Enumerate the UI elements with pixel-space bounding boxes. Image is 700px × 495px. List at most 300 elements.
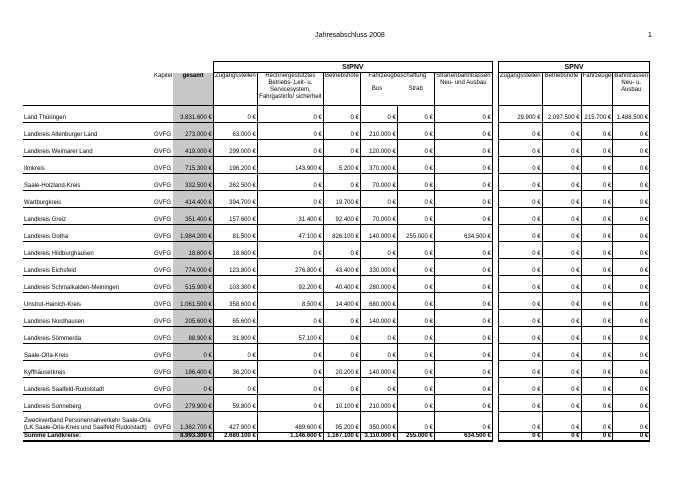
bus-cell: 70.000 € [360,174,397,191]
kapitel-cell: GVFG [153,276,173,293]
table-row [23,157,650,174]
table-row [23,276,650,293]
betriebshoefe-cell: 0 € [323,174,360,191]
s-fahrzeuge-cell: 0 € [581,123,613,140]
district-name: Landkreis Gotha [23,225,153,242]
s-betriebshoefe-cell: 0 € [542,191,581,208]
table-row [23,242,650,259]
s-betriebshoefe-cell: 0 € [542,361,581,378]
betriebshoefe-cell: 826.100 € [323,225,360,242]
strab-cell: 0 € [397,208,434,225]
s-fahrzeuge-cell: 0 € [581,242,613,259]
strassenbahn-cell: 0 € [434,310,492,327]
strab-cell: 0 € [397,259,434,276]
rechner-cell: 0 € [257,361,323,378]
district-name: Landkreis Nordhausen [23,310,153,327]
page-number: 1 [648,32,652,39]
s-fahrzeuge-cell: 0 € [581,327,613,344]
kapitel-cell: GVFG [153,395,173,412]
s-bahntrassen-cell: 0 € [613,327,650,344]
s-betriebshoefe-cell: 0 € [542,276,581,293]
s-betriebshoefe-cell: 0 € [542,327,581,344]
zugang-cell: 63.000 € [213,123,257,140]
s-bahntrassen-cell: 0 € [613,242,650,259]
strassenbahn-cell: 0 € [434,344,492,361]
kapitel-cell: GVFG [153,378,173,395]
kapitel-cell: GVFG [153,191,173,208]
strassenbahn-cell: 0 € [434,191,492,208]
table-row [23,361,650,378]
strassenbahn-cell: 0 € [434,361,492,378]
s-betriebshoefe-cell: 0 € [542,123,581,140]
district-name: Land Thüringen [23,106,153,123]
gesamt-cell: 0 € [173,378,213,395]
strab-cell: 0 € [397,191,434,208]
zugang-cell: 123.800 € [213,259,257,276]
s-zugang-cell: 0 € [498,361,542,378]
s-betriebshoefe-cell: 0 € [542,293,581,310]
s-betriebshoefe-cell: 0 € [542,208,581,225]
s-zugang-cell: 0 € [498,208,542,225]
strab-cell: 0 € [397,412,434,433]
table-row [23,174,650,191]
s-zugang-cell: 0 € [498,293,542,310]
gesamt-cell: 332.500 € [173,174,213,191]
strassenbahn-cell: 0 € [434,412,492,433]
table-row [23,191,650,208]
s-bahntrassen-cell: 0 € [613,208,650,225]
table-row [23,378,650,395]
strab-cell: 0 € [397,395,434,412]
table-row [23,344,650,361]
s-bahntrassen-cell: 0 € [613,123,650,140]
s-betriebshoefe-cell: 0 € [542,225,581,242]
sum-label: Summe Landkreise: [23,433,153,442]
s-zugang-cell: 0 € [498,395,542,412]
s-betriebshoefe-cell: 0 € [542,157,581,174]
bus-cell: 680.000 € [360,293,397,310]
kapitel-cell: GVFG [153,259,173,276]
strab-cell: 0 € [397,276,434,293]
zugang-cell: 262.500 € [213,174,257,191]
gesamt-cell: 419.000 € [173,140,213,157]
district-name: Landkreis Altenburger Land [23,123,153,140]
strassenbahn-cell: 0 € [434,276,492,293]
s-zugang-cell: 0 € [498,140,542,157]
district-name: Ilmkreis [23,157,153,174]
bus-cell: 0 € [360,242,397,259]
col-zugangsstellen: Zugangsstellen [213,73,257,106]
betriebshoefe-cell: 19.700 € [323,191,360,208]
s-fahrzeuge-cell: 0 € [581,225,613,242]
rechner-cell: 47.100 € [257,225,323,242]
strassenbahn-cell: 0 € [434,157,492,174]
bus-cell: 140.000 € [360,361,397,378]
bus-cell: 0 € [360,378,397,395]
bus-cell: 0 € [360,344,397,361]
table-row [23,140,650,157]
s-zugang-cell: 0 € [498,191,542,208]
table-row [23,208,650,225]
bus-cell: 210.000 € [360,395,397,412]
kapitel-cell [153,106,173,123]
betriebshoefe-cell: 95.200 € [323,412,360,433]
s-bahntrassen-cell: 0 € [613,174,650,191]
s-bahntrassen-cell: 0 € [613,310,650,327]
gesamt-cell: 1.984.200 € [173,225,213,242]
kapitel-cell: GVFG [153,310,173,327]
betriebshoefe-cell: 0 € [323,140,360,157]
gesamt-cell: 1.061.500 € [173,293,213,310]
kapitel-cell: GVFG [153,208,173,225]
sum-gesamt-cell: 8.993.300 € [173,433,213,442]
strab-cell: 0 € [397,378,434,395]
sum-row [23,433,650,442]
rechner-cell: 0 € [257,242,323,259]
kapitel-cell: GVFG [153,174,173,191]
group-header-row [23,62,650,73]
s-zugang-cell: 0 € [498,157,542,174]
s-fahrzeuge-cell: 0 € [581,395,613,412]
strab-cell: 0 € [397,106,434,123]
s-fahrzeuge-cell: 0 € [581,344,613,361]
s-fahrzeuge-cell: 0 € [581,191,613,208]
district-name: Saale-Orla-Kreis [23,344,153,361]
col-betriebshoefe: Betriebshöfe [323,73,360,106]
rechner-cell: 276.800 € [257,259,323,276]
strassenbahn-cell: 0 € [434,123,492,140]
gesamt-cell: 196.400 € [173,361,213,378]
rechner-cell: 143.900 € [257,157,323,174]
zugang-cell: 0 € [213,378,257,395]
sum-bus-cell: 3.110.000 € [360,433,397,442]
strassenbahn-cell: 634.500 € [434,225,492,242]
rechner-cell: 57.100 € [257,327,323,344]
col-fahrzeugbeschaffung-label: Fahrzeugbeschaffung [368,73,427,79]
gesamt-cell: 715.300 € [173,157,213,174]
betriebshoefe-cell: 43.400 € [323,259,360,276]
betriebshoefe-cell: 14.400 € [323,293,360,310]
betriebshoefe-cell: 0 € [323,378,360,395]
s-fahrzeuge-cell: 0 € [581,293,613,310]
district-name: Landkreis Hildburghausen [23,242,153,259]
strassenbahn-cell: 0 € [434,378,492,395]
s-fahrzeuge-cell: 0 € [581,157,613,174]
s-betriebshoefe-cell: 0 € [542,395,581,412]
rechner-cell: 31.400 € [257,208,323,225]
s-bahntrassen-cell: 0 € [613,378,650,395]
sum-s-bahntrassen-cell: 0 € [613,433,650,442]
gesamt-cell: 1.362.700 € [173,412,213,433]
bus-cell: 140.000 € [360,225,397,242]
s-bahntrassen-cell: 0 € [613,412,650,433]
zugang-cell: 0 € [213,344,257,361]
strab-cell: 0 € [397,157,434,174]
bus-cell: 70.000 € [360,208,397,225]
s-betriebshoefe-cell: 0 € [542,174,581,191]
bus-cell: 140.000 € [360,310,397,327]
betriebshoefe-cell: 92.400 € [323,208,360,225]
table-row [23,106,650,123]
rechner-cell: 0 € [257,378,323,395]
col-fahrzeugbeschaffung [360,73,434,106]
col-s-bahntrassen: Bahntrassen Neu- u. Ausbau [613,73,650,106]
group-spnv: SPNV [498,62,649,73]
district-name: Saale-Holzland-Kreis [23,174,153,191]
s-zugang-cell: 0 € [498,412,542,433]
s-fahrzeuge-cell: 0 € [581,174,613,191]
s-bahntrassen-cell: 0 € [613,191,650,208]
s-betriebshoefe-cell: 2.097.500 € [542,106,581,123]
betriebshoefe-cell: 0 € [323,106,360,123]
gesamt-cell: 205.600 € [173,310,213,327]
s-zugang-cell: 29.900 € [498,106,542,123]
gesamt-cell: 3.831.600 € [173,106,213,123]
s-zugang-cell: 0 € [498,310,542,327]
col-strab: Strab [408,86,423,92]
table-row [23,123,650,140]
betriebshoefe-cell: 0 € [323,327,360,344]
s-fahrzeuge-cell: 215.700 € [581,106,613,123]
betriebshoefe-cell: 0 € [323,310,360,327]
district-name: Kyffhäuserkreis [23,361,153,378]
s-fahrzeuge-cell: 0 € [581,412,613,433]
table-row [23,412,650,433]
zugang-cell: 18.600 € [213,242,257,259]
sum-strab-cell: 255.000 € [397,433,434,442]
s-zugang-cell: 0 € [498,344,542,361]
s-zugang-cell: 0 € [498,276,542,293]
district-name: Landkreis Sömmerda [23,327,153,344]
table-row [23,293,650,310]
district-name: Landkreis Weimarer Land [23,140,153,157]
table-row [23,225,650,242]
gesamt-cell: 279.900 € [173,395,213,412]
strassenbahn-cell: 0 € [434,174,492,191]
district-name: Landkreis Sonneberg [23,395,153,412]
sum-s-fahrzeuge-cell: 0 € [581,433,613,442]
bus-cell: 370.000 € [360,157,397,174]
s-betriebshoefe-cell: 0 € [542,344,581,361]
rechner-cell: 0 € [257,395,323,412]
col-rechnergestuetzt: Rechnergestütztes Betriebs-,Leit- u. Servicesystem, Fahrgastinfo/ sicherheit [257,73,323,106]
strassenbahn-cell: 0 € [434,293,492,310]
rechner-cell: 489.600 € [257,412,323,433]
s-fahrzeuge-cell: 0 € [581,140,613,157]
s-fahrzeuge-cell: 0 € [581,310,613,327]
s-fahrzeuge-cell: 0 € [581,276,613,293]
col-bus: Bus [371,86,383,92]
gesamt-cell: 88.900 € [173,327,213,344]
district-name: Unstrut-Hainich-Kreis [23,293,153,310]
betriebshoefe-cell: 0 € [323,344,360,361]
zugang-cell: 358.600 € [213,293,257,310]
strab-cell: 0 € [397,123,434,140]
strab-cell: 0 € [397,344,434,361]
strab-cell: 255.000 € [397,225,434,242]
rechner-cell: 0 € [257,344,323,361]
gesamt-cell: 414.400 € [173,191,213,208]
rechner-cell: 8.500 € [257,293,323,310]
sum-strassenbahn-cell: 634.500 € [434,433,492,442]
bus-cell: 0 € [360,191,397,208]
district-name: Landkreis Greiz [23,208,153,225]
zugang-cell: 157.600 € [213,208,257,225]
bus-cell: 0 € [360,106,397,123]
col-s-betriebshoefe: Betriebshöfe [542,73,581,106]
s-fahrzeuge-cell: 0 € [581,208,613,225]
s-bahntrassen-cell: 0 € [613,157,650,174]
rechner-cell: 0 € [257,123,323,140]
zugang-cell: 31.800 € [213,327,257,344]
strassenbahn-cell: 0 € [434,327,492,344]
s-zugang-cell: 0 € [498,174,542,191]
zugang-cell: 427.900 € [213,412,257,433]
col-kapitel: Kapitel [153,73,173,106]
district-name: Wartburgkreis [23,191,153,208]
col-gesamt: gesamt [173,73,213,106]
gesamt-cell: 515.900 € [173,276,213,293]
s-bahntrassen-cell: 0 € [613,225,650,242]
kapitel-cell: GVFG [153,327,173,344]
kapitel-cell: GVFG [153,412,173,433]
s-bahntrassen-cell: 0 € [613,259,650,276]
gesamt-cell: 351.400 € [173,208,213,225]
bus-cell: 120.000 € [360,140,397,157]
s-betriebshoefe-cell: 0 € [542,242,581,259]
s-zugang-cell: 0 € [498,123,542,140]
sum-s-zugang-cell: 0 € [498,433,542,442]
col-s-fahrzeuge: Fahrzeuge [581,73,613,106]
sum-betriebshoefe-cell: 1.167.100 € [323,433,360,442]
s-zugang-cell: 0 € [498,259,542,276]
strab-cell: 0 € [397,310,434,327]
district-name: Landkreis Saalfeld-Rudolstadt [23,378,153,395]
group-stpnv: StPNV [213,62,492,73]
s-betriebshoefe-cell: 0 € [542,412,581,433]
table-row [23,310,650,327]
s-fahrzeuge-cell: 0 € [581,361,613,378]
sum-rechner-cell: 1.146.600 € [257,433,323,442]
strassenbahn-cell: 0 € [434,259,492,276]
strassenbahn-cell: 0 € [434,395,492,412]
rechner-cell: 0 € [257,140,323,157]
rechner-cell: 0 € [257,106,323,123]
s-bahntrassen-cell: 0 € [613,276,650,293]
zugang-cell: 81.500 € [213,225,257,242]
betriebshoefe-cell: 10.100 € [323,395,360,412]
s-betriebshoefe-cell: 0 € [542,378,581,395]
strab-cell: 0 € [397,242,434,259]
kapitel-cell: GVFG [153,157,173,174]
s-zugang-cell: 0 € [498,327,542,344]
strab-cell: 0 € [397,327,434,344]
rechner-cell: 92.200 € [257,276,323,293]
s-betriebshoefe-cell: 0 € [542,310,581,327]
zugang-cell: 196.200 € [213,157,257,174]
s-bahntrassen-cell: 0 € [613,361,650,378]
kapitel-cell: GVFG [153,293,173,310]
budget-table [23,61,650,442]
s-bahntrassen-cell: 0 € [613,395,650,412]
zugang-cell: 59.800 € [213,395,257,412]
kapitel-cell: GVFG [153,344,173,361]
s-betriebshoefe-cell: 0 € [542,259,581,276]
s-bahntrassen-cell: 0 € [613,293,650,310]
bus-cell: 330.000 € [360,259,397,276]
strassenbahn-cell: 0 € [434,106,492,123]
betriebshoefe-cell: 0 € [323,123,360,140]
rechner-cell: 0 € [257,191,323,208]
sum-zugang-cell: 2.680.100 € [213,433,257,442]
sum-s-betriebshoefe-cell: 0 € [542,433,581,442]
s-zugang-cell: 0 € [498,378,542,395]
betriebshoefe-cell: 5.200 € [323,157,360,174]
s-fahrzeuge-cell: 0 € [581,259,613,276]
bus-cell: 280.000 € [360,276,397,293]
document-title: Jahresabschluss 2008 [315,32,385,39]
s-bahntrassen-cell: 0 € [613,344,650,361]
col-s-zugangsstellen: Zugangsstellen [498,73,542,106]
zugang-cell: 36.200 € [213,361,257,378]
table-row [23,395,650,412]
strassenbahn-cell: 0 € [434,242,492,259]
table-row [23,327,650,344]
s-bahntrassen-cell: 0 € [613,140,650,157]
column-header-row [23,73,650,106]
strassenbahn-cell: 0 € [434,140,492,157]
bus-cell: 0 € [360,327,397,344]
gesamt-cell: 273.000 € [173,123,213,140]
rechner-cell: 0 € [257,174,323,191]
strab-cell: 0 € [397,174,434,191]
s-fahrzeuge-cell: 0 € [581,378,613,395]
strab-cell: 0 € [397,293,434,310]
bus-cell: 350.000 € [360,412,397,433]
zugang-cell: 394.700 € [213,191,257,208]
district-name: Landkreis Eichsfeld [23,259,153,276]
col-strassenbahntrassen: Straßenbahntrassen Neu- und Ausbau [434,73,492,106]
gesamt-cell: 18.600 € [173,242,213,259]
kapitel-cell: GVFG [153,140,173,157]
zugang-cell: 65.600 € [213,310,257,327]
strab-cell: 0 € [397,361,434,378]
kapitel-cell: GVFG [153,361,173,378]
betriebshoefe-cell: 20.200 € [323,361,360,378]
kapitel-cell: GVFG [153,123,173,140]
zugang-cell: 103.300 € [213,276,257,293]
betriebshoefe-cell: 0 € [323,242,360,259]
s-bahntrassen-cell: 1.488.500 € [613,106,650,123]
gesamt-cell: 0 € [173,344,213,361]
zugang-cell: 0 € [213,106,257,123]
table-row [23,259,650,276]
strab-cell: 0 € [397,140,434,157]
s-zugang-cell: 0 € [498,242,542,259]
rechner-cell: 0 € [257,310,323,327]
kapitel-cell: GVFG [153,225,173,242]
gesamt-cell: 774.000 € [173,259,213,276]
district-name: Zweckverband Personennahverkehr Saale-Orla (LK Saale-Orla-Kreis und Saalfeld Rudolstadt) [23,412,153,433]
s-betriebshoefe-cell: 0 € [542,140,581,157]
kapitel-cell: GVFG [153,242,173,259]
betriebshoefe-cell: 40.400 € [323,276,360,293]
bus-cell: 210.000 € [360,123,397,140]
district-name: Landkreis Schmalkalden-Meiningen [23,276,153,293]
zugang-cell: 299.000 € [213,140,257,157]
s-zugang-cell: 0 € [498,225,542,242]
strassenbahn-cell: 0 € [434,208,492,225]
